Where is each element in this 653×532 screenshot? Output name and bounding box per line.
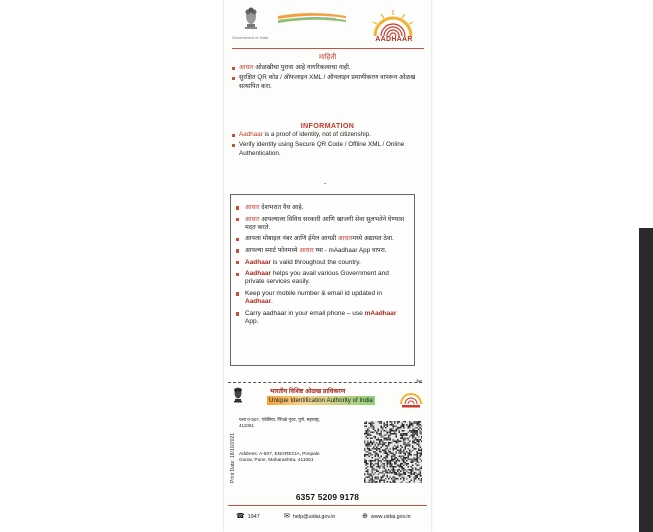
benefits-box <box>230 194 415 366</box>
print-mark <box>324 183 326 184</box>
footer-divider <box>228 505 427 506</box>
address-marathi: पत्ता ए-507, एंग्रेसिया, पिंपळे गुरव, पुणे, महाराष्ट्र, 411061 <box>239 417 321 429</box>
letter-footer <box>224 507 431 532</box>
aadhaar-number: 6357 5209 9178 <box>295 492 360 502</box>
website: ⊕ www.uidai.gov.in <box>362 513 411 520</box>
list-item: Aadhaar is valid throughout the country. <box>236 259 408 267</box>
tricolor-swoosh-icon <box>276 10 348 26</box>
globe-icon: ⊕ <box>362 513 368 520</box>
aadhaar-letter-page <box>224 0 431 532</box>
gov-caption: Government of India <box>232 35 269 40</box>
help-email: ✉ help@uidai.gov.in <box>284 513 336 520</box>
vertical-scrollbar[interactable] <box>639 228 653 532</box>
list-item: Aadhaar is a proof of identity, not of citizenship. <box>232 131 422 139</box>
list-item: आधार देशभरात वैध आहे. <box>236 204 408 212</box>
envelope-icon: ✉ <box>284 513 290 520</box>
authority-name-english: Unique Identification Authority of India <box>269 397 373 404</box>
list-item: आधार आपल्याला विविध सरकारी आणि खाजगी सेवा सुलभतेने घेण्यास मदत करते. <box>236 216 408 232</box>
list-item: आधार ओळखीचा पुरावा आहे नागरिकत्वाचा नाही. <box>232 64 422 72</box>
cut-line <box>228 382 422 383</box>
phone-icon: ☎ <box>236 513 245 520</box>
info-heading-english: INFORMATION <box>300 121 355 130</box>
benefits-list <box>236 204 408 330</box>
list-item: Aadhaar helps you avail various Government and private services easily. <box>236 270 408 286</box>
list-item: आपला मोबाइल नंबर आणि ईमेल आयडी आधारमध्ये अद्यायत ठेवा. <box>236 235 408 243</box>
list-item: आपल्या स्मार्ट फोनमध्ये आधार घ्या - mAadhaar App वापरा. <box>236 247 408 255</box>
aadhaar-logo-wordmark: AADHAAR <box>375 36 413 43</box>
helpline: ☎ 1947 <box>236 513 260 520</box>
list-item: सुरक्षित QR कोड / ऑफलाइन XML / ऑनलाइन प्रमाणीकरण वापरून ओळख सत्यापित करा. <box>232 74 422 91</box>
address-english: Address: A-507, ENGRECIA, Pimpale Gurav, Pune, Maharashtra, 411061 <box>239 452 320 464</box>
info-heading-marathi: माहिती <box>318 54 337 61</box>
list-item: Keep your mobile number & email id updated in Aadhaar. <box>236 290 408 306</box>
national-emblem-icon <box>240 4 262 34</box>
header-divider <box>232 48 424 49</box>
scissors-icon: ✂ <box>416 377 423 386</box>
aadhaar-logo-icon <box>398 388 424 408</box>
print-date: Print Date: 18/10/2021 <box>230 432 236 483</box>
authority-name-marathi: भारतीय विशिष्ट ओळख प्राधिकरण <box>270 388 346 395</box>
secure-qr-code <box>364 421 422 483</box>
list-item: Verify identity using Secure QR Code / Offline XML / Online Authentication. <box>232 141 422 158</box>
list-item: Carry aadhaar in your email phone – use mAadhaar App. <box>236 310 408 326</box>
letter-header <box>224 0 431 48</box>
national-emblem-icon <box>231 385 245 405</box>
info-list-english <box>232 131 422 160</box>
info-list-marathi <box>232 64 422 93</box>
